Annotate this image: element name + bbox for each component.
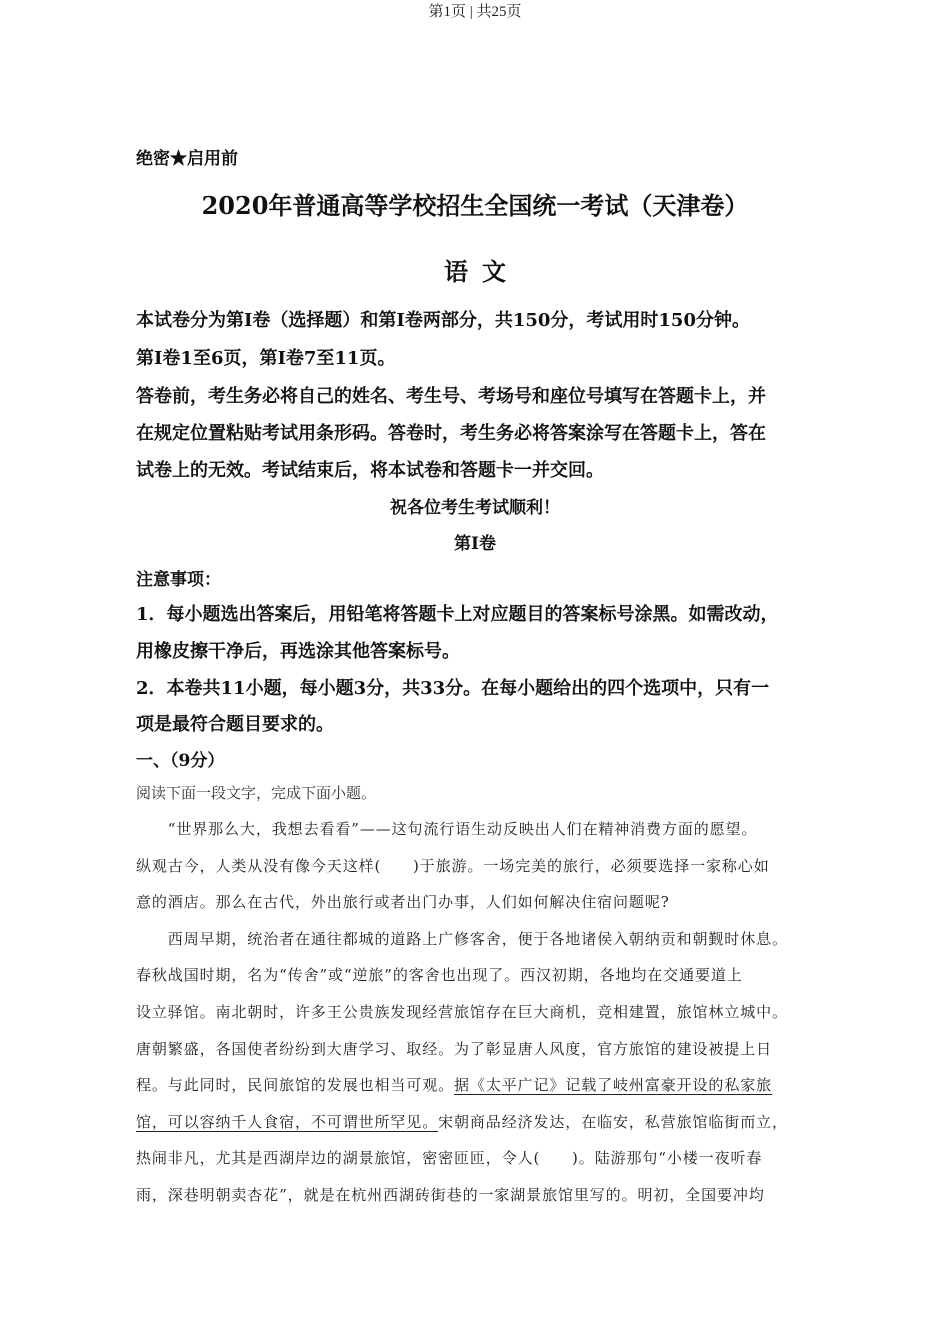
reading-prompt: 阅读下面一段文字，完成下面小题。 [136, 784, 377, 802]
passage-line: 意的酒店。那么在古代，外出旅行或者出门办事，人们如何解决住宿问题呢? [136, 893, 670, 911]
subject-title: 语文 [444, 257, 520, 286]
instruction-line: 在规定位置粘贴考试用条形码。答卷时，考生务必将答案涂写在答题卡上，答在 [136, 423, 766, 444]
part-heading: 一、（9分） [136, 751, 225, 771]
underlined-sentence: 馆，可以容纳千人食宿，不可谓世所罕见。 [136, 1113, 439, 1131]
passage-text: 宋朝商品经济发达，在临安，私营旅馆临街而立， [438, 1113, 788, 1131]
instruction-line: 第Ⅰ卷1至6页，第Ⅰ卷7至11页。 [136, 348, 396, 369]
passage-line: 春秋战国时期，名为“传舍”或“逆旅”的客舍也出现了。西汉初期，各地均在交通要道上 [136, 966, 743, 984]
note-line: 用橡皮擦干净后，再选涂其他答案标号。 [136, 641, 460, 662]
passage-line: 唐朝繁盛，各国使者纷纷到大唐学习、取经。为了彰显唐人风度，官方旅馆的建设被提上日 [136, 1040, 773, 1058]
page-footer: 第1页 | 共25页 [428, 4, 522, 20]
passage-line [136, 1111, 788, 1132]
greeting: 祝各位考生考试顺利！ [390, 498, 560, 518]
passage-line: 设立驿馆。南北朝时，许多王公贵族发现经营旅馆存在巨大商机，竞相建置，旅馆林立城中。 [136, 1003, 788, 1021]
exam-title: 2020年普通高等学校招生全国统一考试（天津卷） [201, 191, 749, 220]
passage-line: 热闹非凡，尤其是西湖岸边的湖景旅馆，密密匝匝，令人( )。陆游那句“小楼一夜听春 [136, 1149, 763, 1167]
instruction-line: 答卷前，考生务必将自己的姓名、考生号、考场号和座位号填写在答题卡上，并 [136, 386, 766, 407]
passage-line: 纵观古今，人类从没有像今天这样( )于旅游。一场完美的旅行，必须要选择一家称心如 [136, 857, 770, 875]
secret-label: 绝密★启用前 [136, 149, 238, 169]
underlined-sentence: 据《太平广记》记载了岐州富豪开设的私家旅 [454, 1076, 773, 1094]
note-line: 项是最符合题目要求的。 [136, 714, 334, 735]
passage-line [136, 1074, 772, 1095]
passage-line: 雨，深巷明朝卖杏花”，就是在杭州西湖砖街巷的一家湖景旅馆里写的。明初，全国要冲均 [136, 1186, 765, 1204]
passage-line: 西周早期，统治者在通往都城的道路上广修客舍，便于各地诸侯入朝纳贡和朝觐时休息。 [136, 930, 788, 948]
instruction-line: 本试卷分为第Ⅰ卷（选择题）和第Ⅰ卷两部分，共150分，考试用时150分钟。 [136, 310, 750, 331]
passage-line: “世界那么大，我想去看看”——这句流行语生动反映出人们在精神消费方面的愿望。 [136, 820, 758, 838]
passage-text: 程。与此同时，民间旅馆的发展也相当可观。 [136, 1076, 455, 1094]
section-title: 第Ⅰ卷 [454, 534, 496, 554]
note-line: 2．本卷共11小题，每小题3分，共33分。在每小题给出的四个选项中，只有一 [136, 678, 770, 699]
note-line: 1．每小题选出答案后，用铅笔将答题卡上对应题目的答案标号涂黑。如需改动， [136, 604, 779, 625]
instruction-line: 试卷上的无效。考试结束后，将本试卷和答题卡一并交回。 [136, 460, 604, 481]
notes-heading: 注意事项： [136, 570, 221, 590]
